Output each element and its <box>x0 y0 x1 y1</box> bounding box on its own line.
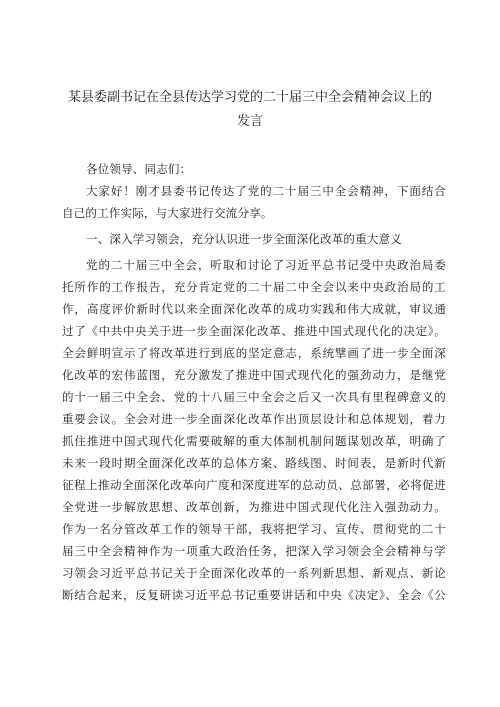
body-line: 未来一段时期全面深化改革的总体方案、路线图、时间表，是新时代新 <box>62 456 446 470</box>
body-line: 作，高度评价新时代以来全面深化改革的成功实践和伟大成就，审议通 <box>62 302 446 316</box>
body-line: 届三中全会精神作为一项重大政治任务，把深入学习领会全会精神与学 <box>62 544 446 558</box>
salutation: 各位领导、同志们： <box>86 162 192 176</box>
body-line: 全党进一步解放思想、改革创新，为推进中国式现代化注入强劲动力。 <box>62 500 446 514</box>
body-line: 化改革的宏伟蓝图，充分激发了推进中国式现代化的强劲动力，是继党 <box>62 368 446 382</box>
section-heading: 一、深入学习领会，充分认识进一步全面深化改革的重大意义 <box>86 232 402 246</box>
body-line: 作为一名分管改革工作的领导干部，我将把学习、宣传、贯彻党的二十 <box>62 522 446 536</box>
body-line: 习领会习近平总书记关于全面深化改革的一系列新思想、新观点、新论 <box>62 566 446 580</box>
body-line: 党的二十届三中全会，听取和讨论了习近平总书记受中央政治局委 <box>86 258 446 272</box>
body-line: 重要会议。全会对进一步全面深化改革作出顶层设计和总体规划，着力 <box>62 412 446 426</box>
body-line: 征程上推动全面深化改革向广度和深度进军的总动员、总部署，必将促进 <box>62 478 446 492</box>
body-line: 抓住推进中国式现代化需要破解的重大体制机制问题谋划改革，明确了 <box>62 434 446 448</box>
body-line: 的十一届三中全会、党的十八届三中全会之后又一次具有里程碑意义的 <box>62 390 446 404</box>
body-line: 托所作的工作报告，充分肯定党的二十届二中全会以来中央政治局的工 <box>62 280 446 294</box>
body-line: 断结合起来，反复研读习近平总书记重要讲话和中央《决定》、全会《公 <box>62 588 446 602</box>
body-line: 全会鲜明宣示了将改革进行到底的坚定意志，系统擘画了进一步全面深 <box>62 346 446 360</box>
intro-line: 自己的工作实际，与大家进行交流分享。 <box>62 206 273 220</box>
document-title-line-2: 发言 <box>236 114 263 129</box>
document-title-line-1: 某县委副书记在全县传达学习党的二十届三中全会精神会议上的 <box>67 90 432 105</box>
intro-line: 大家好！刚才县委书记传达了党的二十届三中全会精神，下面结合 <box>86 184 446 198</box>
body-line: 过了《中共中央关于进一步全面深化改革、推进中国式现代化的决定》。 <box>62 324 446 338</box>
